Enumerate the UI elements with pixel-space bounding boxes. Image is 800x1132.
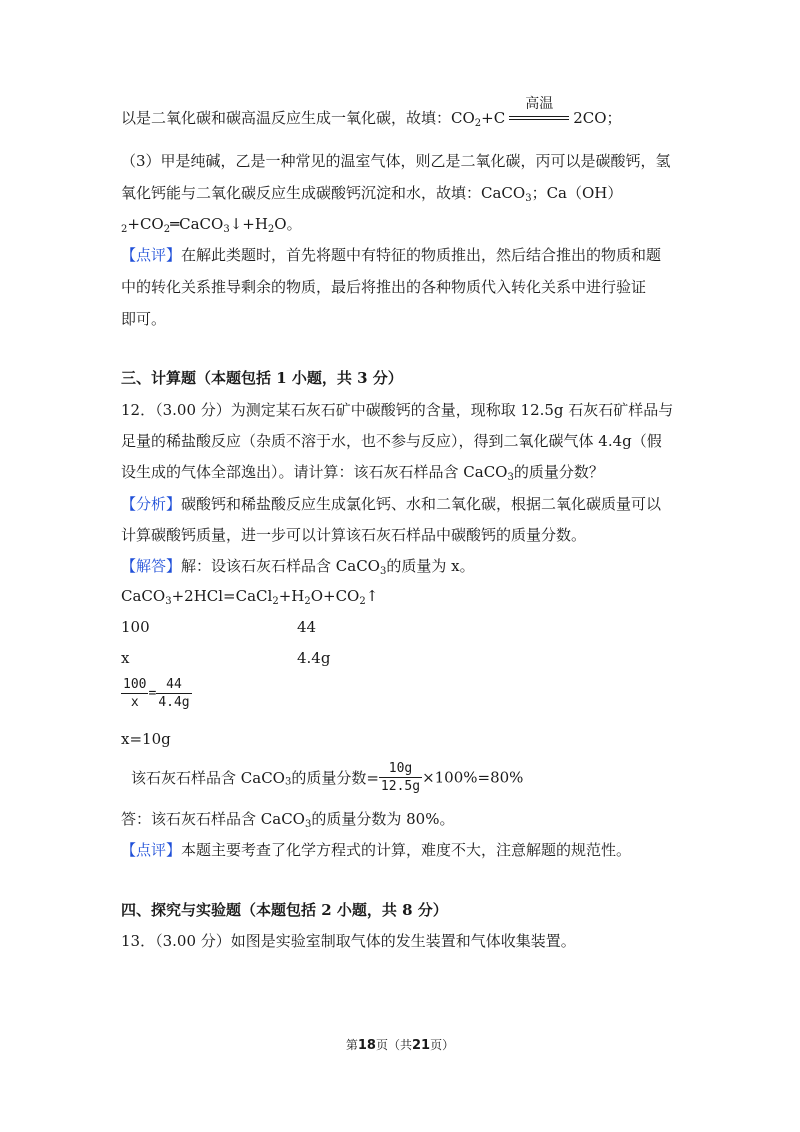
equation-line-co: [121, 96, 622, 129]
fraction-100-x: $\frac{100}{x}$: [123, 677, 147, 710]
analysis-line2: 计算碳酸钙质量，进一步可以计算该石灰石样品中碳酸钙的质量分数。: [121, 526, 587, 544]
fraction-44-4.4g: $\frac{44}{4.4g}$: [158, 677, 190, 710]
reaction-condition: [505, 96, 573, 128]
subscript: 2: [474, 118, 482, 129]
review-tag: 【点评】: [121, 246, 182, 264]
chemical-equation: $CaCO_3+2HCl=CaCl_2+H_2O+CO_2↑$: [121, 587, 379, 607]
x-result: x=10g: [121, 730, 171, 748]
section-heading-4: 四、探究与实验题（本题包括 2 小题，共 8 分）: [121, 901, 448, 919]
solution-tag: 【解答】: [121, 557, 182, 575]
review1-line3: 即可。: [121, 310, 167, 328]
total-pages: 21: [412, 1038, 431, 1053]
part3-line2: 氧化钙能与二氧化碳反应生成碳酸钙沉淀和水，故填：CaCO$_3$；Ca（OH）: [121, 184, 623, 204]
part3-line1: （3）甲是纯碱，乙是一种常见的温室气体，则乙是二氧化碳，丙可以是碳酸钙，氢: [121, 152, 671, 170]
review1-line1: 【点评】在解此类题时，首先将题中有特征的物质推出，然后结合推出的物质和题: [121, 246, 662, 264]
ratio-row-1-right: 44: [297, 618, 317, 636]
text: 2CO；: [573, 109, 622, 127]
review1-line2: 中的转化关系推导剩余的物质，最后将推出的各种物质代入转化关系中进行验证: [121, 278, 647, 296]
solution-line1: 【解答】解：设该石灰石样品含 CaCO$_3$的质量为 x。: [121, 557, 475, 577]
review-tag: 【点评】: [121, 841, 182, 859]
fraction-10g-12.5g: $\frac{10g}{12.5g}$: [380, 761, 421, 794]
analysis-line1: 【分析】碳酸钙和稀盐酸反应生成氯化钙、水和二氧化碳，根据二氧化碳质量可以: [121, 495, 662, 513]
current-page: 18: [357, 1038, 376, 1053]
condition-label: 高温: [525, 96, 554, 112]
ratio-row-1-left: 100: [121, 618, 150, 636]
question-12-line2: 足量的稀盐酸反应（杂质不溶于水，也不参与反应），得到二氧化碳气体 4.4g（假: [121, 432, 662, 450]
mass-fraction-line: 该石灰石样品含 CaCO$_3$的质量分数= $\frac{10g}{12.5g}$ ×100%=80%: [131, 761, 524, 794]
text: +C: [481, 109, 506, 127]
question-13: 13．（3.00 分）如图是实验室制取气体的发生装置和气体收集装置。: [121, 932, 576, 950]
section-heading-3: 三、计算题（本题包括 1 小题，共 3 分）: [121, 369, 403, 387]
text: 以是二氧化碳和碳高温反应生成一氧化碳，故填：CO: [121, 109, 475, 127]
question-12-line3: 设生成的气体全部逸出）。请计算：该石灰石样品含 CaCO$_3$的质量分数？: [121, 463, 604, 483]
page-footer: 第18页（共21页）: [345, 1038, 455, 1053]
proportion: $\frac{100}{x}$ = $\frac{44}{4.4g}$: [123, 677, 190, 710]
review2-line: 【点评】本题主要考查了化学方程式的计算，难度不大，注意解题的规范性。: [121, 841, 632, 859]
analysis-tag: 【分析】: [121, 495, 182, 513]
part3-line3: $_2+CO_2═CaCO_3↓+H_2O$。: [121, 215, 302, 235]
question-12-line1: 12．（3.00 分）为测定某石灰石矿中碳酸钙的含量，现称取 12.5g 石灰石矿样品与: [121, 401, 674, 419]
answer-line: 答：该石灰石样品含 CaCO$_3$的质量分数为 80%。: [121, 810, 455, 830]
ratio-row-2-left: x: [121, 649, 130, 667]
ratio-row-2-right: 4.4g: [297, 649, 331, 667]
